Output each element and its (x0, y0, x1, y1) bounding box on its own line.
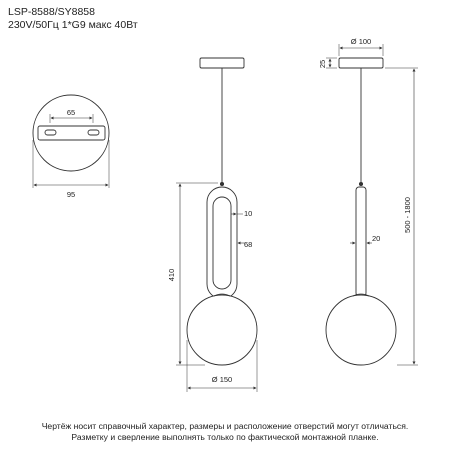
electrical-spec: 230V/50Гц 1*G9 макс 40Вт (8, 19, 138, 31)
dim-plate-diameter: 95 (66, 190, 76, 199)
front-canopy (200, 58, 244, 68)
front-view (176, 58, 257, 392)
glass-shade-side (326, 295, 396, 365)
side-canopy (339, 58, 383, 68)
glass-shade-front (187, 295, 257, 365)
dim-total-height: 500 - 1800 (403, 197, 412, 233)
footer-note (0, 421, 450, 443)
dim-hole-spacing: 65 (66, 108, 76, 117)
dim-frame-width: 10 (244, 209, 253, 218)
side-rod (356, 187, 366, 296)
dim-body-height: 410 (167, 268, 176, 282)
footer-line-1: Чертёж носит справочный характер, размеры и расположение отверстий могут отличаться. (41, 421, 409, 431)
ring-frame-outer (207, 187, 237, 299)
dim-shade-diameter: Ø 150 (211, 375, 233, 384)
dim-frame-offset: 68 (244, 240, 253, 249)
model-code: LSP-8588/SY8858 (8, 6, 95, 18)
dim-rod-width: 20 (372, 234, 381, 243)
footer-line-2: Разметку и сверление выполнять только по фактической монтажной планке. (71, 432, 379, 442)
mounting-bar (38, 126, 105, 140)
dim-canopy-height: 25 (318, 59, 327, 69)
dim-canopy-diameter: Ø 100 (350, 37, 372, 46)
